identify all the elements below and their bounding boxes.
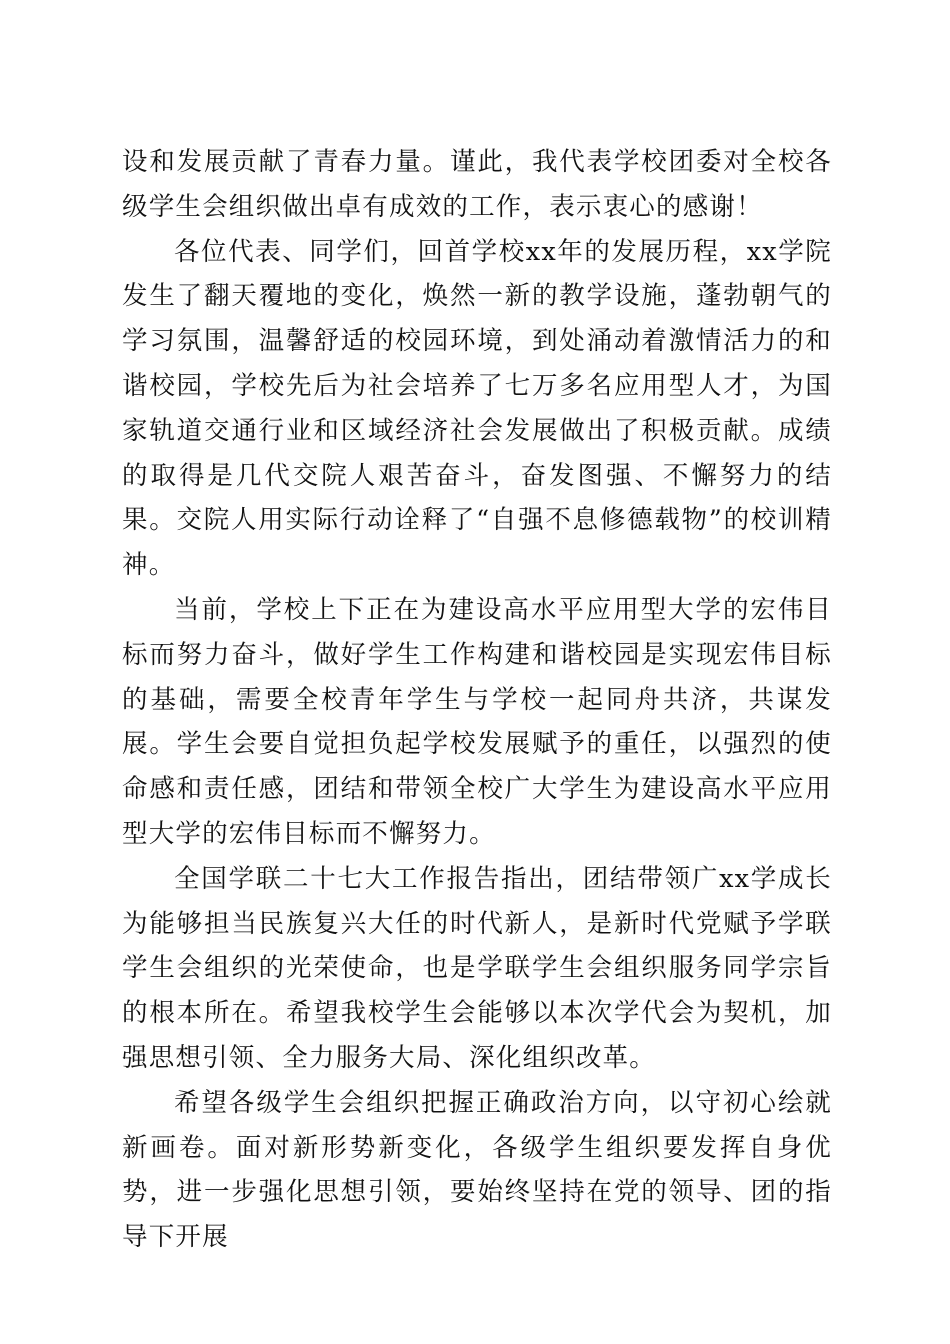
paragraph-hopes: 希望各级学生会组织把握正确政治方向，以守初心绘就新画卷。面对新形势新变化，各级学生组织要发挥自身优势，进一步强化思想引领，要始终坚持在党的领导、团的指导下开展 xyxy=(122,1087,832,1253)
paragraph-history: 各位代表、同学们，回首学校xx年的发展历程，xx学院发生了翻天覆地的变化，焕然一新的教学设施，蓬勃朝气的学习氛围，温馨舒适的校园环境，到处涌动着激情活力的和谐校园，学校先后为社会培养了七万多名应用型人才，为国家轨道交通行业和区域经济社会发展做出了积极贡献。成绩的取得是几代交院人艰苦奋斗，奋发图强、不懈努力的结果。交院人用实际行动诠释了“自强不息修德载物”的校训精神。 xyxy=(122,236,832,581)
paragraph-current-goals: 当前，学校上下正在为建设高水平应用型大学的宏伟目标而努力奋斗，做好学生工作构建和谐校园是实现宏伟目标的基础，需要全校青年学生与学校一起同舟共济，共谋发展。学生会要自觉担负起学校发展赋予的重任，以强烈的使命感和责任感，团结和带领全校广大学生为建设高水平应用型大学的宏伟目标而不懈努力。 xyxy=(122,594,832,849)
paragraph-national-report: 全国学联二十七大工作报告指出，团结带领广xx学成长为能够担当民族复兴大任的时代新人，是新时代党赋予学联学生会组织的光荣使命，也是学联学生会组织服务同学宗旨的根本所在。希望我校学生会能够以本次学代会为契机，加强思想引领、全力服务大局、深化组织改革。 xyxy=(122,863,832,1073)
document-body xyxy=(122,140,832,1260)
paragraph-continuation: 设和发展贡献了青春力量。谨此，我代表学校团委对全校各级学生会组织做出卓有成效的工作，表示衷心的感谢！ xyxy=(122,147,832,222)
